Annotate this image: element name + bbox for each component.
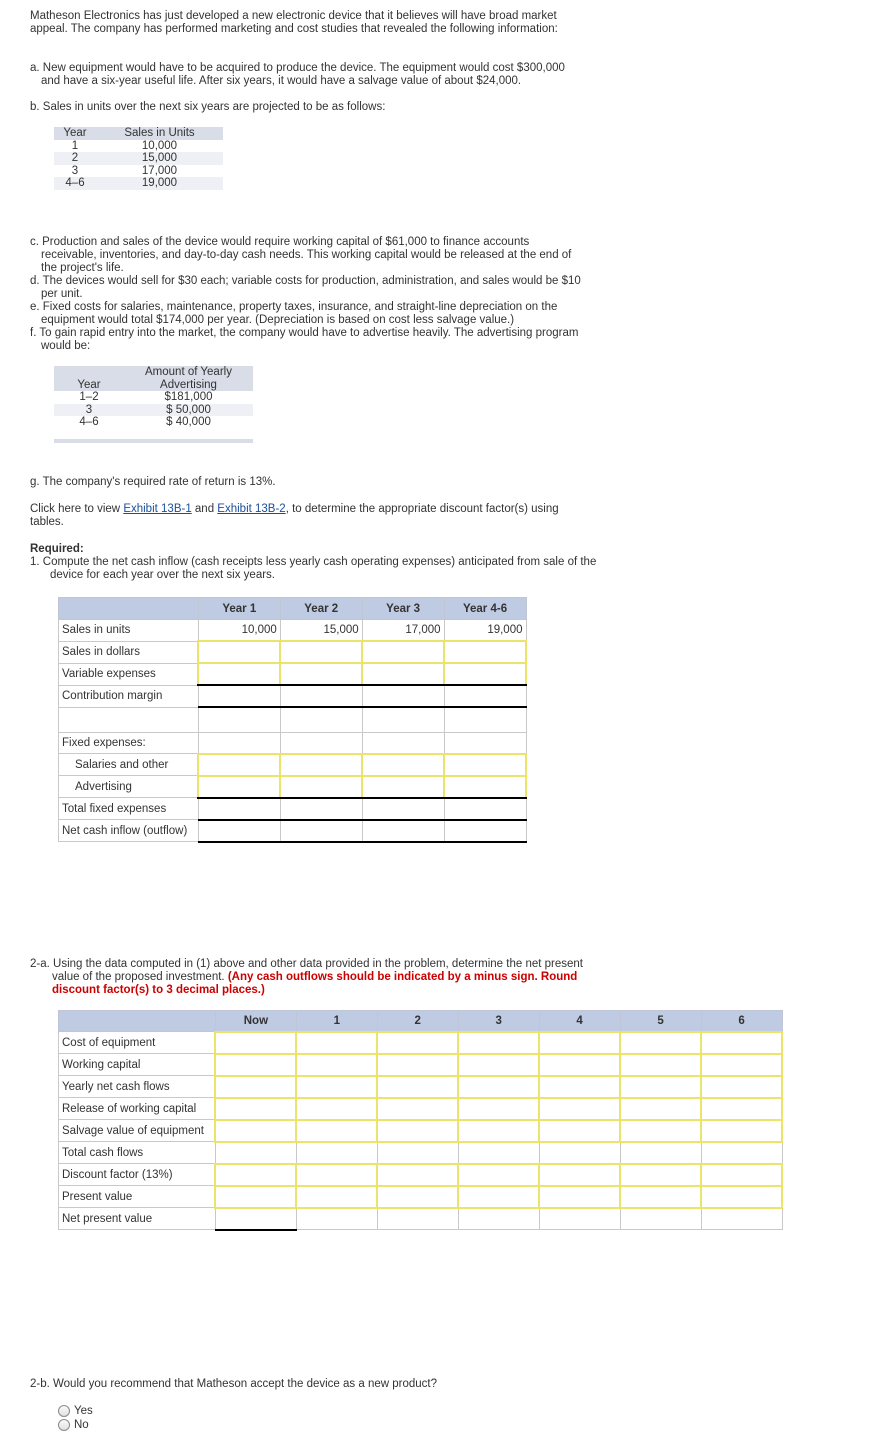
col-6: 6 (701, 1011, 782, 1032)
npv-input[interactable] (215, 1032, 296, 1054)
col-1: 1 (296, 1011, 377, 1032)
npv-input[interactable] (215, 1054, 296, 1076)
npv-input[interactable] (458, 1098, 539, 1120)
npv-input[interactable] (377, 1098, 458, 1120)
npv-input[interactable] (701, 1098, 782, 1120)
contribution-margin-cell[interactable] (444, 685, 526, 707)
net-cash-cell[interactable] (362, 820, 444, 842)
row-label-salaries: Salaries and other (59, 754, 199, 776)
yes-radio[interactable] (58, 1405, 70, 1417)
npv-input[interactable] (296, 1164, 377, 1186)
sales-units: 19,000 (96, 177, 223, 190)
npv-input[interactable] (215, 1164, 296, 1186)
net-cash-inflow-table (58, 597, 527, 843)
item-f: f. To gain rapid entry into the market, the company would have to advertise heavily. The advertising program would be: (30, 327, 579, 352)
npv-input[interactable] (296, 1076, 377, 1098)
col-4: 4 (539, 1011, 620, 1032)
npv-input[interactable] (701, 1164, 782, 1186)
sales-units-value: 19,000 (444, 620, 526, 642)
adv-year: 3 (54, 404, 124, 417)
npv-input[interactable] (620, 1120, 701, 1142)
sales-year: 2 (54, 152, 96, 165)
col-year-1: Year 1 (198, 598, 280, 620)
npv-input[interactable] (701, 1054, 782, 1076)
col-year-4-6: Year 4-6 (444, 598, 526, 620)
row-label-fixed-expenses: Fixed expenses: (59, 732, 199, 754)
col-now: Now (215, 1011, 296, 1032)
npv-input[interactable] (458, 1054, 539, 1076)
npv-cell[interactable] (296, 1142, 377, 1164)
advertising-table (54, 366, 253, 443)
no-radio[interactable] (58, 1419, 70, 1431)
advertising-input[interactable] (280, 776, 362, 798)
exhibit-13b-1-link[interactable]: Exhibit 13B-1 (123, 503, 192, 515)
npv-input[interactable] (539, 1076, 620, 1098)
row-label-net-cash: Net cash inflow (outflow) (59, 820, 199, 842)
npv-input[interactable] (296, 1032, 377, 1054)
row-label-total-fixed: Total fixed expenses (59, 798, 199, 820)
variable-expenses-input[interactable] (362, 663, 444, 685)
npv-input[interactable] (458, 1032, 539, 1054)
item-e: e. Fixed costs for salaries, maintenance, property taxes, insurance, and straight-line depreciation on the equipment would total $174,000 per year. (Depreciation is based on cost less salvage value.) (30, 301, 558, 326)
row-label-net-present-value: Net present value (59, 1208, 216, 1230)
adv-amount: $181,000 (164, 391, 213, 403)
col-5: 5 (620, 1011, 701, 1032)
npv-input[interactable] (620, 1098, 701, 1120)
variable-expenses-input[interactable] (280, 663, 362, 685)
npv-input[interactable] (620, 1054, 701, 1076)
npv-input[interactable] (701, 1186, 782, 1208)
question-2a-instruction: (Any cash outflows should be indicated by a minus sign. Round discount factor(s) to 3 decimal places.) (52, 971, 578, 996)
total-fixed-cell[interactable] (198, 798, 280, 820)
question-1: 1. Compute the net cash inflow (cash receipts less yearly cash operating expenses) anticipated from sale of the device for each year over the next six years. (30, 556, 597, 581)
row-label-yearly-net-cash: Yearly net cash flows (59, 1076, 216, 1098)
adv-amount: $ 40,000 (166, 416, 211, 428)
total-fixed-cell[interactable] (362, 798, 444, 820)
row-label-discount-factor: Discount factor (13%) (59, 1164, 216, 1186)
sales-units: 15,000 (96, 152, 223, 165)
npv-input[interactable] (377, 1032, 458, 1054)
col-year-3: Year 3 (362, 598, 444, 620)
col-3: 3 (458, 1011, 539, 1032)
npv-input[interactable] (539, 1120, 620, 1142)
npv-input[interactable] (701, 1076, 782, 1098)
npv-input[interactable] (377, 1164, 458, 1186)
adv-amount-header: Amount of Yearly Advertising (124, 366, 253, 391)
contribution-margin-cell[interactable] (198, 685, 280, 707)
yes-label: Yes (74, 1405, 93, 1417)
npv-input[interactable] (215, 1076, 296, 1098)
col-year-2: Year 2 (280, 598, 362, 620)
npv-input[interactable] (458, 1164, 539, 1186)
row-label-sales-units: Sales in units (59, 620, 199, 642)
npv-cell[interactable] (620, 1142, 701, 1164)
row-label-cost-of-equipment: Cost of equipment (59, 1032, 216, 1054)
npv-input[interactable] (377, 1120, 458, 1142)
sales-year: 1 (71, 139, 79, 152)
contribution-margin-cell[interactable] (362, 685, 444, 707)
npv-input[interactable] (458, 1120, 539, 1142)
salaries-input[interactable] (362, 754, 444, 776)
variable-expenses-input[interactable] (198, 663, 280, 685)
npv-input[interactable] (215, 1120, 296, 1142)
npv-input[interactable] (377, 1186, 458, 1208)
row-label-contribution-margin: Contribution margin (59, 685, 199, 707)
npv-input[interactable] (539, 1164, 620, 1186)
npv-input[interactable] (296, 1098, 377, 1120)
npv-input[interactable] (458, 1186, 539, 1208)
item-b: b. Sales in units over the next six years are projected to be as follows: (30, 101, 386, 113)
npv-input[interactable] (458, 1076, 539, 1098)
salaries-input[interactable] (198, 754, 280, 776)
npv-input[interactable] (620, 1164, 701, 1186)
intro-text: Matheson Electronics has just developed a new electronic device that it believes will have broad market appeal. The company has performed marketing and cost studies that revealed the following information: (30, 10, 558, 35)
sales-year: 3 (71, 164, 79, 177)
sales-dollars-input[interactable] (280, 641, 362, 663)
row-label-variable-expenses: Variable expenses (59, 663, 199, 685)
npv-input[interactable] (296, 1120, 377, 1142)
sales-units-value: 10,000 (198, 620, 280, 642)
sales-year-header: Year (54, 127, 96, 140)
item-g: g. The company's required rate of return is 13%. (30, 476, 276, 488)
sales-units-value: 17,000 (362, 620, 444, 642)
npv-input[interactable] (296, 1054, 377, 1076)
adv-amount: $ 50,000 (124, 404, 253, 417)
advertising-input[interactable] (444, 776, 526, 798)
required-label: Required: (30, 543, 84, 555)
npv-input[interactable] (377, 1076, 458, 1098)
npv-input[interactable] (539, 1186, 620, 1208)
npv-input[interactable] (701, 1032, 782, 1054)
variable-expenses-input[interactable] (444, 663, 526, 685)
row-label-sales-dollars: Sales in dollars (59, 641, 199, 663)
question-2a-text: 2-a. Using the data computed in (1) above and other data provided in the problem, determine the net present value of the proposed investment. (30, 958, 583, 983)
salaries-input[interactable] (280, 754, 362, 776)
row-label-release-working-capital: Release of working capital (59, 1098, 216, 1120)
row-label-working-capital: Working capital (59, 1054, 216, 1076)
npv-input[interactable] (620, 1032, 701, 1054)
col-2: 2 (377, 1011, 458, 1032)
npv-input[interactable] (377, 1054, 458, 1076)
npv-input[interactable] (701, 1120, 782, 1142)
npv-input[interactable] (215, 1098, 296, 1120)
click-here-text: Click here to view (30, 503, 124, 515)
npv-total-cell[interactable] (215, 1208, 296, 1230)
npv-cell[interactable] (215, 1142, 296, 1164)
net-cash-cell[interactable] (444, 820, 526, 842)
net-cash-cell[interactable] (280, 820, 362, 842)
item-c: c. Production and sales of the device would require working capital of $61,000 to finance accounts receivable, inventories, and day-to-day cash needs. This working capital would be released at the end of the project's life. (30, 236, 572, 274)
npv-cell[interactable] (458, 1142, 539, 1164)
net-cash-cell[interactable] (198, 820, 280, 842)
adv-year-header: Year (54, 366, 124, 391)
npv-input[interactable] (215, 1186, 296, 1208)
salaries-input[interactable] (444, 754, 526, 776)
row-label-present-value: Present value (59, 1186, 216, 1208)
sales-units-value: 15,000 (280, 620, 362, 642)
adv-year: 4–6 (79, 416, 99, 428)
question-2a (30, 958, 597, 997)
total-fixed-cell[interactable] (280, 798, 362, 820)
npv-input[interactable] (296, 1186, 377, 1208)
sales-dollars-input[interactable] (198, 641, 280, 663)
advertising-input[interactable] (198, 776, 280, 798)
total-fixed-cell[interactable] (444, 798, 526, 820)
sales-dollars-input[interactable] (362, 641, 444, 663)
npv-input[interactable] (620, 1186, 701, 1208)
advertising-input[interactable] (362, 776, 444, 798)
npv-cell[interactable] (539, 1142, 620, 1164)
row-label-advertising: Advertising (59, 776, 199, 798)
npv-cell[interactable] (377, 1142, 458, 1164)
npv-input[interactable] (539, 1054, 620, 1076)
question-2b: 2-b. Would you recommend that Matheson accept the device as a new product? (30, 1378, 437, 1390)
sales-dollars-input[interactable] (444, 641, 526, 663)
npv-table (58, 1010, 783, 1231)
sales-units-header: Sales in Units (96, 127, 223, 140)
item-a: a. New equipment would have to be acquired to produce the device. The equipment would cost $300,000 and have a six-year useful life. After six years, it would have a salvage value of about $24,000. (30, 62, 565, 87)
adv-year: 1–2 (79, 391, 99, 403)
exhibit-instructions (30, 503, 575, 529)
exhibit-tail-text: , to determine the appropriate discount factor(s) using tables. (30, 503, 559, 528)
sales-units: 17,000 (141, 164, 178, 177)
item-d: d. The devices would sell for $30 each; variable costs for production, administration, and sales would be $10 per unit. (30, 275, 581, 300)
row-label-salvage-value: Salvage value of equipment (59, 1120, 216, 1142)
no-label: No (74, 1419, 89, 1431)
sales-table (54, 127, 223, 190)
sales-units: 10,000 (141, 139, 178, 152)
contribution-margin-cell[interactable] (280, 685, 362, 707)
and-text: and (191, 503, 218, 515)
npv-input[interactable] (620, 1076, 701, 1098)
npv-cell[interactable] (701, 1142, 782, 1164)
npv-input[interactable] (539, 1098, 620, 1120)
npv-input[interactable] (539, 1032, 620, 1054)
sales-year: 4–6 (54, 177, 96, 190)
row-label-total-cash-flows: Total cash flows (59, 1142, 216, 1164)
exhibit-13b-2-link[interactable]: Exhibit 13B-2 (217, 503, 286, 515)
